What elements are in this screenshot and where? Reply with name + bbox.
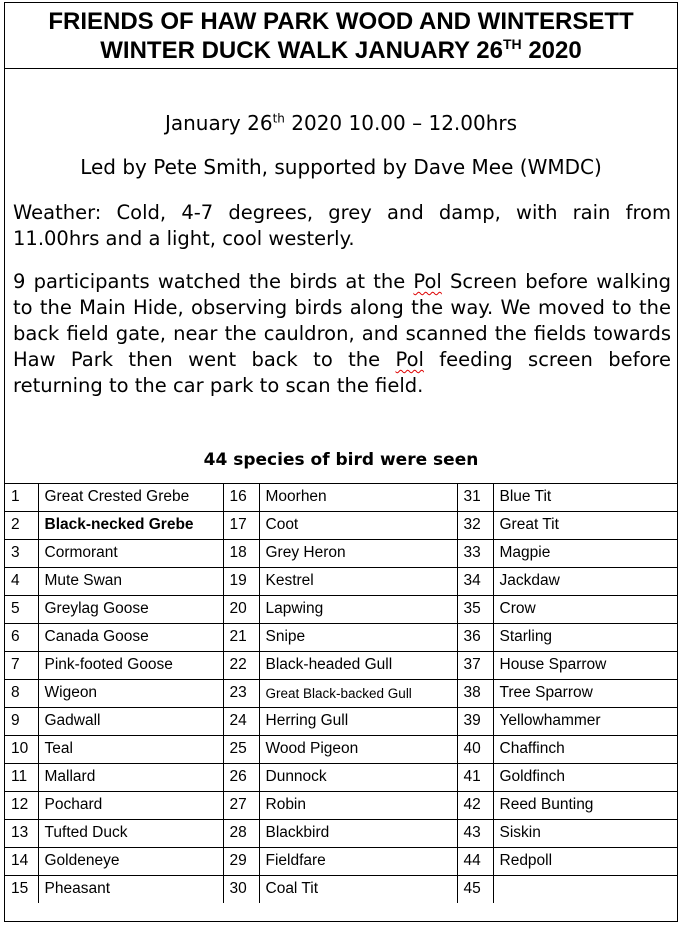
species-number: 29 bbox=[223, 847, 259, 875]
species-name: Gadwall bbox=[38, 707, 223, 735]
event-leaders: Led by Pete Smith, supported by Dave Mee (WMDC) bbox=[80, 155, 602, 179]
weather-paragraph: Weather: Cold, 4-7 degrees, grey and damp, with rain from 11.00hrs and a light, cool westerly. bbox=[13, 201, 671, 250]
species-number: 35 bbox=[457, 595, 493, 623]
species-number: 45 bbox=[457, 875, 493, 903]
species-name: Pochard bbox=[38, 791, 223, 819]
table-row bbox=[5, 791, 677, 819]
species-name: Black-headed Gull bbox=[259, 651, 457, 679]
species-name: Herring Gull bbox=[259, 707, 457, 735]
species-number: 10 bbox=[5, 735, 38, 763]
species-number: 9 bbox=[5, 707, 38, 735]
table-row bbox=[5, 567, 677, 595]
species-number: 14 bbox=[5, 847, 38, 875]
species-number: 40 bbox=[457, 735, 493, 763]
species-name: Yellowhammer bbox=[493, 707, 677, 735]
species-number: 39 bbox=[457, 707, 493, 735]
species-name: Siskin bbox=[493, 819, 677, 847]
species-name: Moorhen bbox=[259, 483, 457, 511]
species-name: Canada Goose bbox=[38, 623, 223, 651]
species-number: 42 bbox=[457, 791, 493, 819]
species-number: 23 bbox=[223, 679, 259, 707]
species-name: Chaffinch bbox=[493, 735, 677, 763]
species-name: Snipe bbox=[259, 623, 457, 651]
title-line-2: WINTER DUCK WALK JANUARY 26TH 2020 bbox=[100, 36, 582, 64]
species-number: 1 bbox=[5, 483, 38, 511]
species-name: Great Black-backed Gull bbox=[259, 679, 457, 707]
species-name: Cormorant bbox=[38, 539, 223, 567]
species-name: Redpoll bbox=[493, 847, 677, 875]
species-number: 17 bbox=[223, 511, 259, 539]
species-number: 4 bbox=[5, 567, 38, 595]
species-name: Goldeneye bbox=[38, 847, 223, 875]
event-date: January 26th 2020 10.00 – 12.00hrs bbox=[164, 111, 518, 135]
species-name: Teal bbox=[38, 735, 223, 763]
species-name: Mallard bbox=[38, 763, 223, 791]
species-number: 44 bbox=[457, 847, 493, 875]
species-number: 20 bbox=[223, 595, 259, 623]
species-name: Pink-footed Goose bbox=[38, 651, 223, 679]
species-name: Reed Bunting bbox=[493, 791, 677, 819]
species-name: Kestrel bbox=[259, 567, 457, 595]
species-name: Jackdaw bbox=[493, 567, 677, 595]
report-body bbox=[5, 69, 677, 484]
table-row bbox=[5, 679, 677, 707]
table-row bbox=[5, 483, 677, 511]
species-table bbox=[5, 483, 677, 903]
species-number: 27 bbox=[223, 791, 259, 819]
species-name: Crow bbox=[493, 595, 677, 623]
species-name: Wigeon bbox=[38, 679, 223, 707]
species-number: 21 bbox=[223, 623, 259, 651]
species-number: 34 bbox=[457, 567, 493, 595]
table-row bbox=[5, 763, 677, 791]
species-name: Fieldfare bbox=[259, 847, 457, 875]
species-number: 11 bbox=[5, 763, 38, 791]
table-row bbox=[5, 651, 677, 679]
species-number: 7 bbox=[5, 651, 38, 679]
species-name: Coal Tit bbox=[259, 875, 457, 903]
table-row bbox=[5, 511, 677, 539]
species-number: 22 bbox=[223, 651, 259, 679]
species-name: Blue Tit bbox=[493, 483, 677, 511]
species-number: 12 bbox=[5, 791, 38, 819]
species-name: Grey Heron bbox=[259, 539, 457, 567]
species-number: 15 bbox=[5, 875, 38, 903]
species-number: 25 bbox=[223, 735, 259, 763]
document-title bbox=[5, 3, 677, 69]
title-line-1: FRIENDS OF HAW PARK WOOD AND WINTERSETT bbox=[48, 8, 634, 35]
species-number: 16 bbox=[223, 483, 259, 511]
species-number: 30 bbox=[223, 875, 259, 903]
species-number: 41 bbox=[457, 763, 493, 791]
species-number: 33 bbox=[457, 539, 493, 567]
species-name: Wood Pigeon bbox=[259, 735, 457, 763]
species-number: 32 bbox=[457, 511, 493, 539]
species-name: Tree Sparrow bbox=[493, 679, 677, 707]
species-name: Pheasant bbox=[38, 875, 223, 903]
species-name: Coot bbox=[259, 511, 457, 539]
table-row bbox=[5, 539, 677, 567]
species-name: Great Crested Grebe bbox=[38, 483, 223, 511]
species-number: 43 bbox=[457, 819, 493, 847]
species-name: Mute Swan bbox=[38, 567, 223, 595]
table-row bbox=[5, 819, 677, 847]
species-number: 6 bbox=[5, 623, 38, 651]
species-name bbox=[493, 875, 677, 903]
table-row bbox=[5, 595, 677, 623]
document-frame bbox=[4, 2, 678, 922]
species-number: 2 bbox=[5, 511, 38, 539]
species-name: Greylag Goose bbox=[38, 595, 223, 623]
species-number: 36 bbox=[457, 623, 493, 651]
species-number: 8 bbox=[5, 679, 38, 707]
species-number: 28 bbox=[223, 819, 259, 847]
species-number: 38 bbox=[457, 679, 493, 707]
table-row bbox=[5, 707, 677, 735]
species-name: House Sparrow bbox=[493, 651, 677, 679]
species-count-heading: 44 species of bird were seen bbox=[203, 450, 479, 470]
species-number: 26 bbox=[223, 763, 259, 791]
species-name: Goldfinch bbox=[493, 763, 677, 791]
species-number: 5 bbox=[5, 595, 38, 623]
species-name: Magpie bbox=[493, 539, 677, 567]
species-number: 37 bbox=[457, 651, 493, 679]
table-row bbox=[5, 875, 677, 903]
species-number: 19 bbox=[223, 567, 259, 595]
species-name: Great Tit bbox=[493, 511, 677, 539]
species-name: Tufted Duck bbox=[38, 819, 223, 847]
table-row bbox=[5, 847, 677, 875]
table-row bbox=[5, 735, 677, 763]
species-number: 24 bbox=[223, 707, 259, 735]
species-name: Starling bbox=[493, 623, 677, 651]
species-name: Blackbird bbox=[259, 819, 457, 847]
species-name: Black-necked Grebe bbox=[38, 511, 223, 539]
species-name: Dunnock bbox=[259, 763, 457, 791]
narrative-paragraph: 9 participants watched the birds at the Pol Screen before walking to the Main Hide, observing birds along the way. We moved to the back field gate, near the cauldron, and scanned the fields towards Haw Park then went back to the Pol feeding screen before returning to the car park to scan the field. bbox=[13, 270, 671, 397]
species-number: 3 bbox=[5, 539, 38, 567]
species-number: 31 bbox=[457, 483, 493, 511]
table-row bbox=[5, 623, 677, 651]
species-number: 13 bbox=[5, 819, 38, 847]
species-number: 18 bbox=[223, 539, 259, 567]
species-name: Lapwing bbox=[259, 595, 457, 623]
species-name: Robin bbox=[259, 791, 457, 819]
